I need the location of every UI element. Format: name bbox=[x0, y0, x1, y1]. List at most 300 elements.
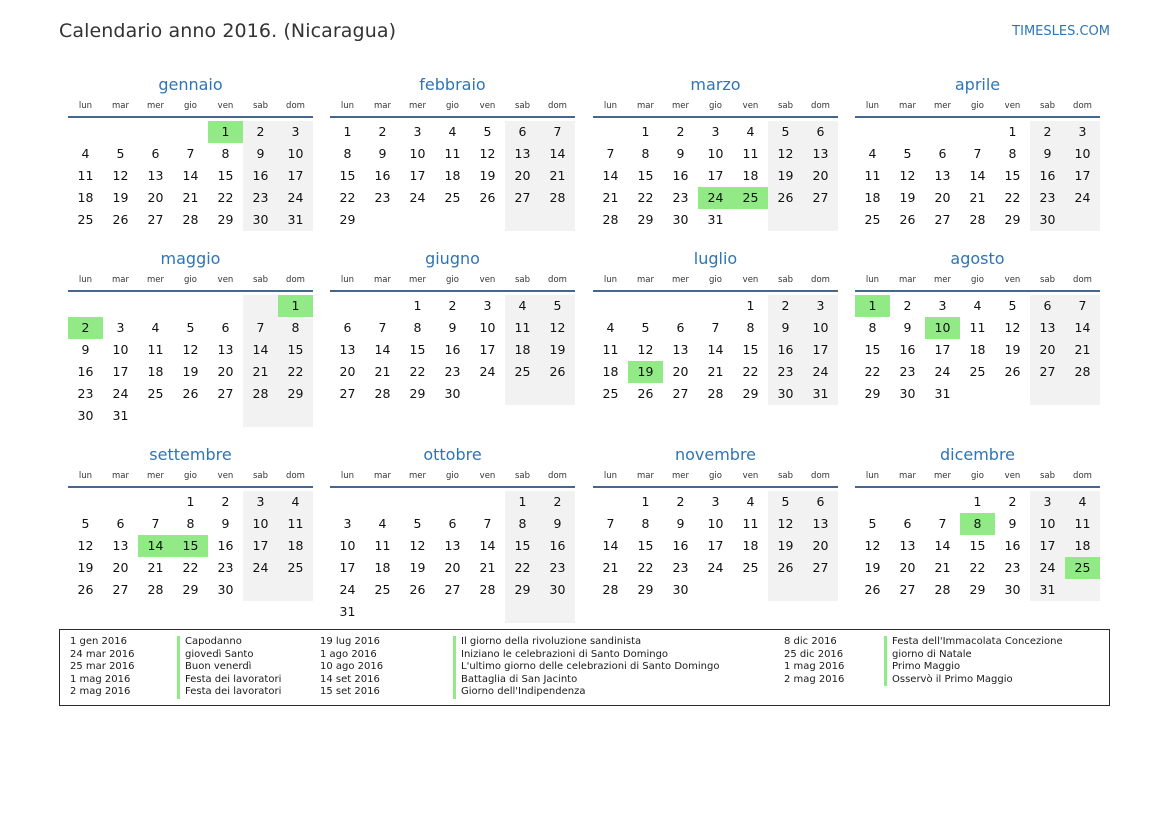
day-cell: 7 bbox=[378, 320, 387, 335]
day-cell: 4 bbox=[448, 124, 457, 139]
weekday-label: gio bbox=[184, 471, 197, 481]
day-cell: 19 bbox=[864, 560, 881, 575]
day-cell: 25 bbox=[444, 190, 461, 205]
day-cell: 24 bbox=[707, 560, 724, 575]
empty-cell bbox=[925, 491, 960, 513]
weekday-label: mar bbox=[899, 101, 916, 111]
weekday-label: dom bbox=[811, 275, 830, 285]
weekday-header bbox=[593, 96, 838, 116]
holiday-day: 2 bbox=[68, 317, 103, 339]
day-cell: 23 bbox=[374, 190, 391, 205]
empty-cell bbox=[330, 491, 365, 513]
legend-holiday-name: Festa dell'Immacolata Concezione bbox=[884, 636, 1063, 649]
empty-cell bbox=[803, 209, 838, 231]
day-cell: 22 bbox=[505, 557, 540, 579]
day-cell: 21 bbox=[374, 364, 391, 379]
month-name: febbraio bbox=[419, 75, 486, 94]
header-rule bbox=[855, 486, 1100, 488]
empty-cell bbox=[505, 383, 540, 405]
day-cell: 11 bbox=[864, 168, 881, 183]
weekday-label: gio bbox=[446, 275, 459, 285]
empty-cell bbox=[628, 295, 663, 317]
day-cell: 3 bbox=[803, 295, 838, 317]
day-grid bbox=[593, 295, 838, 405]
month-name: agosto bbox=[950, 249, 1005, 268]
weekday-label: ven bbox=[217, 471, 234, 481]
day-cell: 9 bbox=[540, 513, 575, 535]
day-cell: 11 bbox=[278, 513, 313, 535]
day-cell: 19 bbox=[112, 190, 129, 205]
empty-cell bbox=[68, 121, 103, 143]
weekday-label: mer bbox=[933, 101, 951, 111]
day-cell: 21 bbox=[147, 560, 164, 575]
header-rule bbox=[855, 290, 1100, 292]
day-cell: 21 bbox=[243, 361, 278, 383]
day-cell: 31 bbox=[803, 383, 838, 405]
day-cell: 16 bbox=[899, 342, 916, 357]
day-cell: 9 bbox=[1030, 143, 1065, 165]
day-cell: 27 bbox=[934, 212, 951, 227]
day-cell: 24 bbox=[1065, 187, 1100, 209]
weekday-label: lun bbox=[340, 275, 355, 285]
empty-cell bbox=[803, 579, 838, 601]
day-cell: 6 bbox=[505, 121, 540, 143]
weekday-label: sab bbox=[252, 101, 269, 111]
day-cell: 19 bbox=[182, 364, 199, 379]
legend-holiday-name: Primo Maggio bbox=[884, 661, 960, 674]
empty-cell bbox=[960, 121, 995, 143]
month-ottobre bbox=[330, 444, 575, 623]
day-grid bbox=[68, 491, 313, 601]
day-cell: 7 bbox=[186, 146, 195, 161]
weekday-label: mer bbox=[408, 471, 426, 481]
header-rule bbox=[330, 290, 575, 292]
day-cell: 29 bbox=[217, 212, 234, 227]
day-cell: 12 bbox=[479, 146, 496, 161]
day-cell: 11 bbox=[602, 342, 619, 357]
day-cell: 30 bbox=[672, 212, 689, 227]
weekday-label: lun bbox=[603, 275, 618, 285]
day-cell: 26 bbox=[864, 582, 881, 597]
day-cell: 11 bbox=[969, 320, 986, 335]
day-cell: 22 bbox=[864, 364, 881, 379]
empty-cell bbox=[505, 601, 540, 623]
day-cell: 6 bbox=[1030, 295, 1065, 317]
empty-cell bbox=[470, 601, 505, 623]
day-cell: 27 bbox=[899, 582, 916, 597]
day-cell: 21 bbox=[540, 165, 575, 187]
weekday-label: lun bbox=[78, 101, 93, 111]
day-cell: 16 bbox=[217, 538, 234, 553]
day-cell: 10 bbox=[1030, 513, 1065, 535]
day-cell: 21 bbox=[182, 190, 199, 205]
header-rule bbox=[68, 290, 313, 292]
weekday-label: ven bbox=[479, 471, 496, 481]
day-grid bbox=[330, 121, 575, 231]
day-cell: 19 bbox=[540, 339, 575, 361]
weekday-label: gio bbox=[446, 471, 459, 481]
weekday-label: mar bbox=[112, 471, 129, 481]
empty-cell bbox=[138, 295, 173, 317]
day-cell: 22 bbox=[637, 190, 654, 205]
header-rule bbox=[593, 290, 838, 292]
day-cell: 17 bbox=[409, 168, 426, 183]
empty-cell bbox=[1065, 579, 1100, 601]
day-cell: 30 bbox=[217, 582, 234, 597]
weekday-label: lun bbox=[78, 275, 93, 285]
empty-cell bbox=[540, 209, 575, 231]
day-cell: 4 bbox=[151, 320, 160, 335]
empty-cell bbox=[733, 579, 768, 601]
weekday-label: mer bbox=[408, 275, 426, 285]
weekday-label: lun bbox=[865, 471, 880, 481]
empty-cell bbox=[173, 405, 208, 427]
empty-cell bbox=[173, 295, 208, 317]
day-cell: 27 bbox=[339, 386, 356, 401]
weekday-label: ven bbox=[479, 101, 496, 111]
day-cell: 29 bbox=[409, 386, 426, 401]
day-cell: 2 bbox=[221, 494, 230, 509]
header-rule bbox=[330, 486, 575, 488]
day-cell: 7 bbox=[1065, 295, 1100, 317]
legend-date: 2 mag 2016 bbox=[784, 673, 845, 685]
day-cell: 26 bbox=[182, 386, 199, 401]
weekday-label: dom bbox=[548, 471, 567, 481]
day-cell: 9 bbox=[676, 146, 685, 161]
day-cell: 25 bbox=[864, 212, 881, 227]
empty-cell bbox=[435, 601, 470, 623]
day-cell: 24 bbox=[803, 361, 838, 383]
day-cell: 7 bbox=[606, 146, 615, 161]
day-cell: 15 bbox=[864, 342, 881, 357]
day-cell: 8 bbox=[746, 320, 755, 335]
day-cell: 2 bbox=[768, 295, 803, 317]
weekday-label: dom bbox=[811, 471, 830, 481]
day-cell: 2 bbox=[540, 491, 575, 513]
day-cell: 1 bbox=[343, 124, 352, 139]
day-cell: 23 bbox=[768, 361, 803, 383]
empty-cell bbox=[173, 121, 208, 143]
empty-cell bbox=[103, 295, 138, 317]
day-cell: 6 bbox=[803, 491, 838, 513]
legend-date: 19 lug 2016 bbox=[320, 636, 380, 647]
empty-cell bbox=[540, 601, 575, 623]
day-grid bbox=[855, 491, 1100, 601]
month-settembre bbox=[68, 444, 313, 601]
day-cell: 5 bbox=[413, 516, 422, 531]
weekday-label: sab bbox=[777, 101, 794, 111]
month-luglio bbox=[593, 248, 838, 405]
empty-cell bbox=[365, 209, 400, 231]
month-aprile bbox=[855, 74, 1100, 231]
empty-cell bbox=[593, 295, 628, 317]
day-cell: 5 bbox=[483, 124, 492, 139]
day-cell: 20 bbox=[505, 165, 540, 187]
legend-date: 25 dic 2016 bbox=[784, 648, 844, 660]
day-grid bbox=[593, 491, 838, 601]
day-cell: 20 bbox=[934, 190, 951, 205]
empty-cell bbox=[540, 383, 575, 405]
day-cell: 2 bbox=[1008, 494, 1017, 509]
day-cell: 24 bbox=[243, 557, 278, 579]
day-cell: 30 bbox=[768, 383, 803, 405]
day-cell: 17 bbox=[707, 538, 724, 553]
weekday-label: mer bbox=[408, 101, 426, 111]
empty-cell bbox=[208, 295, 243, 317]
day-cell: 23 bbox=[540, 557, 575, 579]
day-cell: 29 bbox=[637, 582, 654, 597]
weekday-label: gio bbox=[709, 275, 722, 285]
day-cell: 13 bbox=[505, 143, 540, 165]
holiday-day: 19 bbox=[628, 361, 663, 383]
day-cell: 16 bbox=[540, 535, 575, 557]
day-cell: 14 bbox=[602, 168, 619, 183]
month-maggio bbox=[68, 248, 313, 427]
legend-date: 1 gen 2016 bbox=[70, 636, 128, 647]
empty-cell bbox=[733, 209, 768, 231]
day-cell: 30 bbox=[540, 579, 575, 601]
day-cell: 13 bbox=[217, 342, 234, 357]
day-cell: 8 bbox=[641, 516, 650, 531]
empty-cell bbox=[68, 295, 103, 317]
legend-date: 1 mag 2016 bbox=[784, 661, 845, 672]
day-cell: 5 bbox=[903, 146, 912, 161]
day-cell: 26 bbox=[540, 361, 575, 383]
weekday-label: sab bbox=[1039, 101, 1056, 111]
day-cell: 27 bbox=[505, 187, 540, 209]
empty-cell bbox=[1030, 383, 1065, 405]
legend-holiday-name: L'ultimo giorno delle celebrazioni di Santo Domingo bbox=[453, 661, 719, 674]
day-cell: 14 bbox=[182, 168, 199, 183]
weekday-label: dom bbox=[1073, 471, 1092, 481]
day-cell: 27 bbox=[444, 582, 461, 597]
weekday-label: gio bbox=[446, 101, 459, 111]
day-cell: 3 bbox=[243, 491, 278, 513]
month-name: gennaio bbox=[158, 75, 223, 94]
empty-cell bbox=[505, 209, 540, 231]
legend-date: 25 mar 2016 bbox=[70, 661, 135, 672]
empty-cell bbox=[278, 579, 313, 601]
day-cell: 21 bbox=[602, 190, 619, 205]
day-cell: 14 bbox=[969, 168, 986, 183]
holiday-day: 25 bbox=[733, 187, 768, 209]
day-cell: 3 bbox=[483, 298, 492, 313]
day-cell: 22 bbox=[969, 560, 986, 575]
day-cell: 8 bbox=[868, 320, 877, 335]
day-cell: 19 bbox=[77, 560, 94, 575]
site-link[interactable]: TIMESLES.COM bbox=[1012, 24, 1110, 39]
day-cell: 29 bbox=[864, 386, 881, 401]
empty-cell bbox=[698, 295, 733, 317]
day-cell: 3 bbox=[711, 494, 720, 509]
day-cell: 2 bbox=[243, 121, 278, 143]
day-cell: 6 bbox=[221, 320, 230, 335]
day-cell: 7 bbox=[151, 516, 160, 531]
day-cell: 2 bbox=[378, 124, 387, 139]
weekday-label: dom bbox=[811, 101, 830, 111]
day-cell: 4 bbox=[746, 124, 755, 139]
day-cell: 5 bbox=[768, 491, 803, 513]
legend-date: 1 mag 2016 bbox=[70, 673, 131, 685]
day-cell: 7 bbox=[540, 121, 575, 143]
day-cell: 20 bbox=[339, 364, 356, 379]
weekday-label: sab bbox=[777, 275, 794, 285]
day-cell: 13 bbox=[672, 342, 689, 357]
day-cell: 4 bbox=[278, 491, 313, 513]
day-cell: 21 bbox=[934, 560, 951, 575]
empty-cell bbox=[138, 121, 173, 143]
day-cell: 18 bbox=[864, 190, 881, 205]
day-cell: 27 bbox=[112, 582, 129, 597]
day-cell: 18 bbox=[374, 560, 391, 575]
day-cell: 30 bbox=[1030, 209, 1065, 231]
weekday-header bbox=[68, 466, 313, 486]
day-cell: 1 bbox=[746, 298, 755, 313]
day-cell: 24 bbox=[339, 582, 356, 597]
day-cell: 22 bbox=[637, 560, 654, 575]
weekday-label: mar bbox=[112, 101, 129, 111]
day-cell: 8 bbox=[186, 516, 195, 531]
day-cell: 27 bbox=[217, 386, 234, 401]
day-cell: 18 bbox=[602, 364, 619, 379]
day-cell: 5 bbox=[768, 121, 803, 143]
day-cell: 22 bbox=[278, 361, 313, 383]
day-cell: 19 bbox=[768, 165, 803, 187]
day-cell: 21 bbox=[969, 190, 986, 205]
weekday-label: lun bbox=[78, 471, 93, 481]
day-cell: 2 bbox=[676, 124, 685, 139]
day-cell: 6 bbox=[116, 516, 125, 531]
day-cell: 13 bbox=[934, 168, 951, 183]
day-cell: 26 bbox=[637, 386, 654, 401]
legend-holiday-name: Festa dei lavoratori bbox=[177, 686, 281, 699]
day-cell: 20 bbox=[1030, 339, 1065, 361]
empty-cell bbox=[995, 383, 1030, 405]
day-cell: 22 bbox=[1004, 190, 1021, 205]
day-cell: 7 bbox=[938, 516, 947, 531]
day-cell: 4 bbox=[1065, 491, 1100, 513]
empty-cell bbox=[400, 491, 435, 513]
weekday-header bbox=[68, 270, 313, 290]
month-name: dicembre bbox=[939, 445, 1016, 464]
weekday-label: gio bbox=[971, 471, 984, 481]
weekday-label: dom bbox=[286, 275, 305, 285]
day-cell: 29 bbox=[278, 383, 313, 405]
day-cell: 1 bbox=[1008, 124, 1017, 139]
header-rule bbox=[68, 116, 313, 118]
day-cell: 23 bbox=[672, 190, 689, 205]
day-cell: 31 bbox=[1030, 579, 1065, 601]
day-cell: 12 bbox=[182, 342, 199, 357]
day-cell: 14 bbox=[707, 342, 724, 357]
weekday-label: ven bbox=[217, 101, 234, 111]
weekday-label: sab bbox=[1039, 471, 1056, 481]
day-cell: 14 bbox=[243, 339, 278, 361]
weekday-label: dom bbox=[286, 471, 305, 481]
day-cell: 11 bbox=[505, 317, 540, 339]
day-cell: 18 bbox=[505, 339, 540, 361]
header-rule bbox=[855, 116, 1100, 118]
legend-date: 24 mar 2016 bbox=[70, 648, 135, 660]
day-cell: 22 bbox=[339, 190, 356, 205]
weekday-label: ven bbox=[1004, 275, 1021, 285]
day-cell: 1 bbox=[973, 494, 982, 509]
day-cell: 23 bbox=[1030, 187, 1065, 209]
holiday-day: 24 bbox=[698, 187, 733, 209]
day-cell: 29 bbox=[742, 386, 759, 401]
day-cell: 18 bbox=[278, 535, 313, 557]
day-cell: 4 bbox=[81, 146, 90, 161]
day-cell: 28 bbox=[602, 582, 619, 597]
day-cell: 12 bbox=[77, 538, 94, 553]
day-cell: 12 bbox=[112, 168, 129, 183]
day-cell: 8 bbox=[413, 320, 422, 335]
day-cell: 11 bbox=[77, 168, 94, 183]
day-cell: 12 bbox=[768, 143, 803, 165]
day-cell: 20 bbox=[803, 535, 838, 557]
day-cell: 14 bbox=[934, 538, 951, 553]
day-cell: 15 bbox=[969, 538, 986, 553]
legend-holiday-name: Iniziano le celebrazioni di Santo Domingo bbox=[453, 649, 668, 662]
weekday-label: sab bbox=[777, 471, 794, 481]
empty-cell bbox=[855, 121, 890, 143]
day-cell: 13 bbox=[1030, 317, 1065, 339]
weekday-label: dom bbox=[548, 101, 567, 111]
day-cell: 3 bbox=[278, 121, 313, 143]
day-cell: 16 bbox=[374, 168, 391, 183]
weekday-header bbox=[855, 466, 1100, 486]
empty-cell bbox=[435, 209, 470, 231]
day-cell: 9 bbox=[243, 143, 278, 165]
empty-cell bbox=[365, 601, 400, 623]
day-cell: 19 bbox=[899, 190, 916, 205]
header-rule bbox=[593, 116, 838, 118]
header-rule bbox=[593, 486, 838, 488]
day-cell: 3 bbox=[343, 516, 352, 531]
day-cell: 13 bbox=[147, 168, 164, 183]
day-cell: 8 bbox=[641, 146, 650, 161]
day-cell: 28 bbox=[1065, 361, 1100, 383]
weekday-header bbox=[593, 466, 838, 486]
legend-holiday-name: Buon venerdì bbox=[177, 661, 251, 674]
day-cell: 26 bbox=[768, 557, 803, 579]
day-cell: 15 bbox=[637, 168, 654, 183]
day-cell: 12 bbox=[409, 538, 426, 553]
day-cell: 10 bbox=[112, 342, 129, 357]
day-cell: 5 bbox=[186, 320, 195, 335]
month-name: aprile bbox=[954, 75, 1001, 94]
day-cell: 17 bbox=[278, 165, 313, 187]
day-cell: 24 bbox=[934, 364, 951, 379]
weekday-header bbox=[855, 270, 1100, 290]
empty-cell bbox=[365, 491, 400, 513]
day-cell: 28 bbox=[479, 582, 496, 597]
day-cell: 15 bbox=[505, 535, 540, 557]
empty-cell bbox=[278, 405, 313, 427]
day-cell: 3 bbox=[413, 124, 422, 139]
weekday-label: gio bbox=[184, 275, 197, 285]
weekday-label: sab bbox=[514, 275, 531, 285]
month-agosto bbox=[855, 248, 1100, 405]
day-cell: 28 bbox=[374, 386, 391, 401]
day-cell: 25 bbox=[969, 364, 986, 379]
weekday-label: ven bbox=[742, 101, 759, 111]
day-cell: 26 bbox=[899, 212, 916, 227]
weekday-header bbox=[68, 96, 313, 116]
day-cell: 29 bbox=[182, 582, 199, 597]
weekday-label: sab bbox=[514, 101, 531, 111]
day-cell: 4 bbox=[746, 494, 755, 509]
